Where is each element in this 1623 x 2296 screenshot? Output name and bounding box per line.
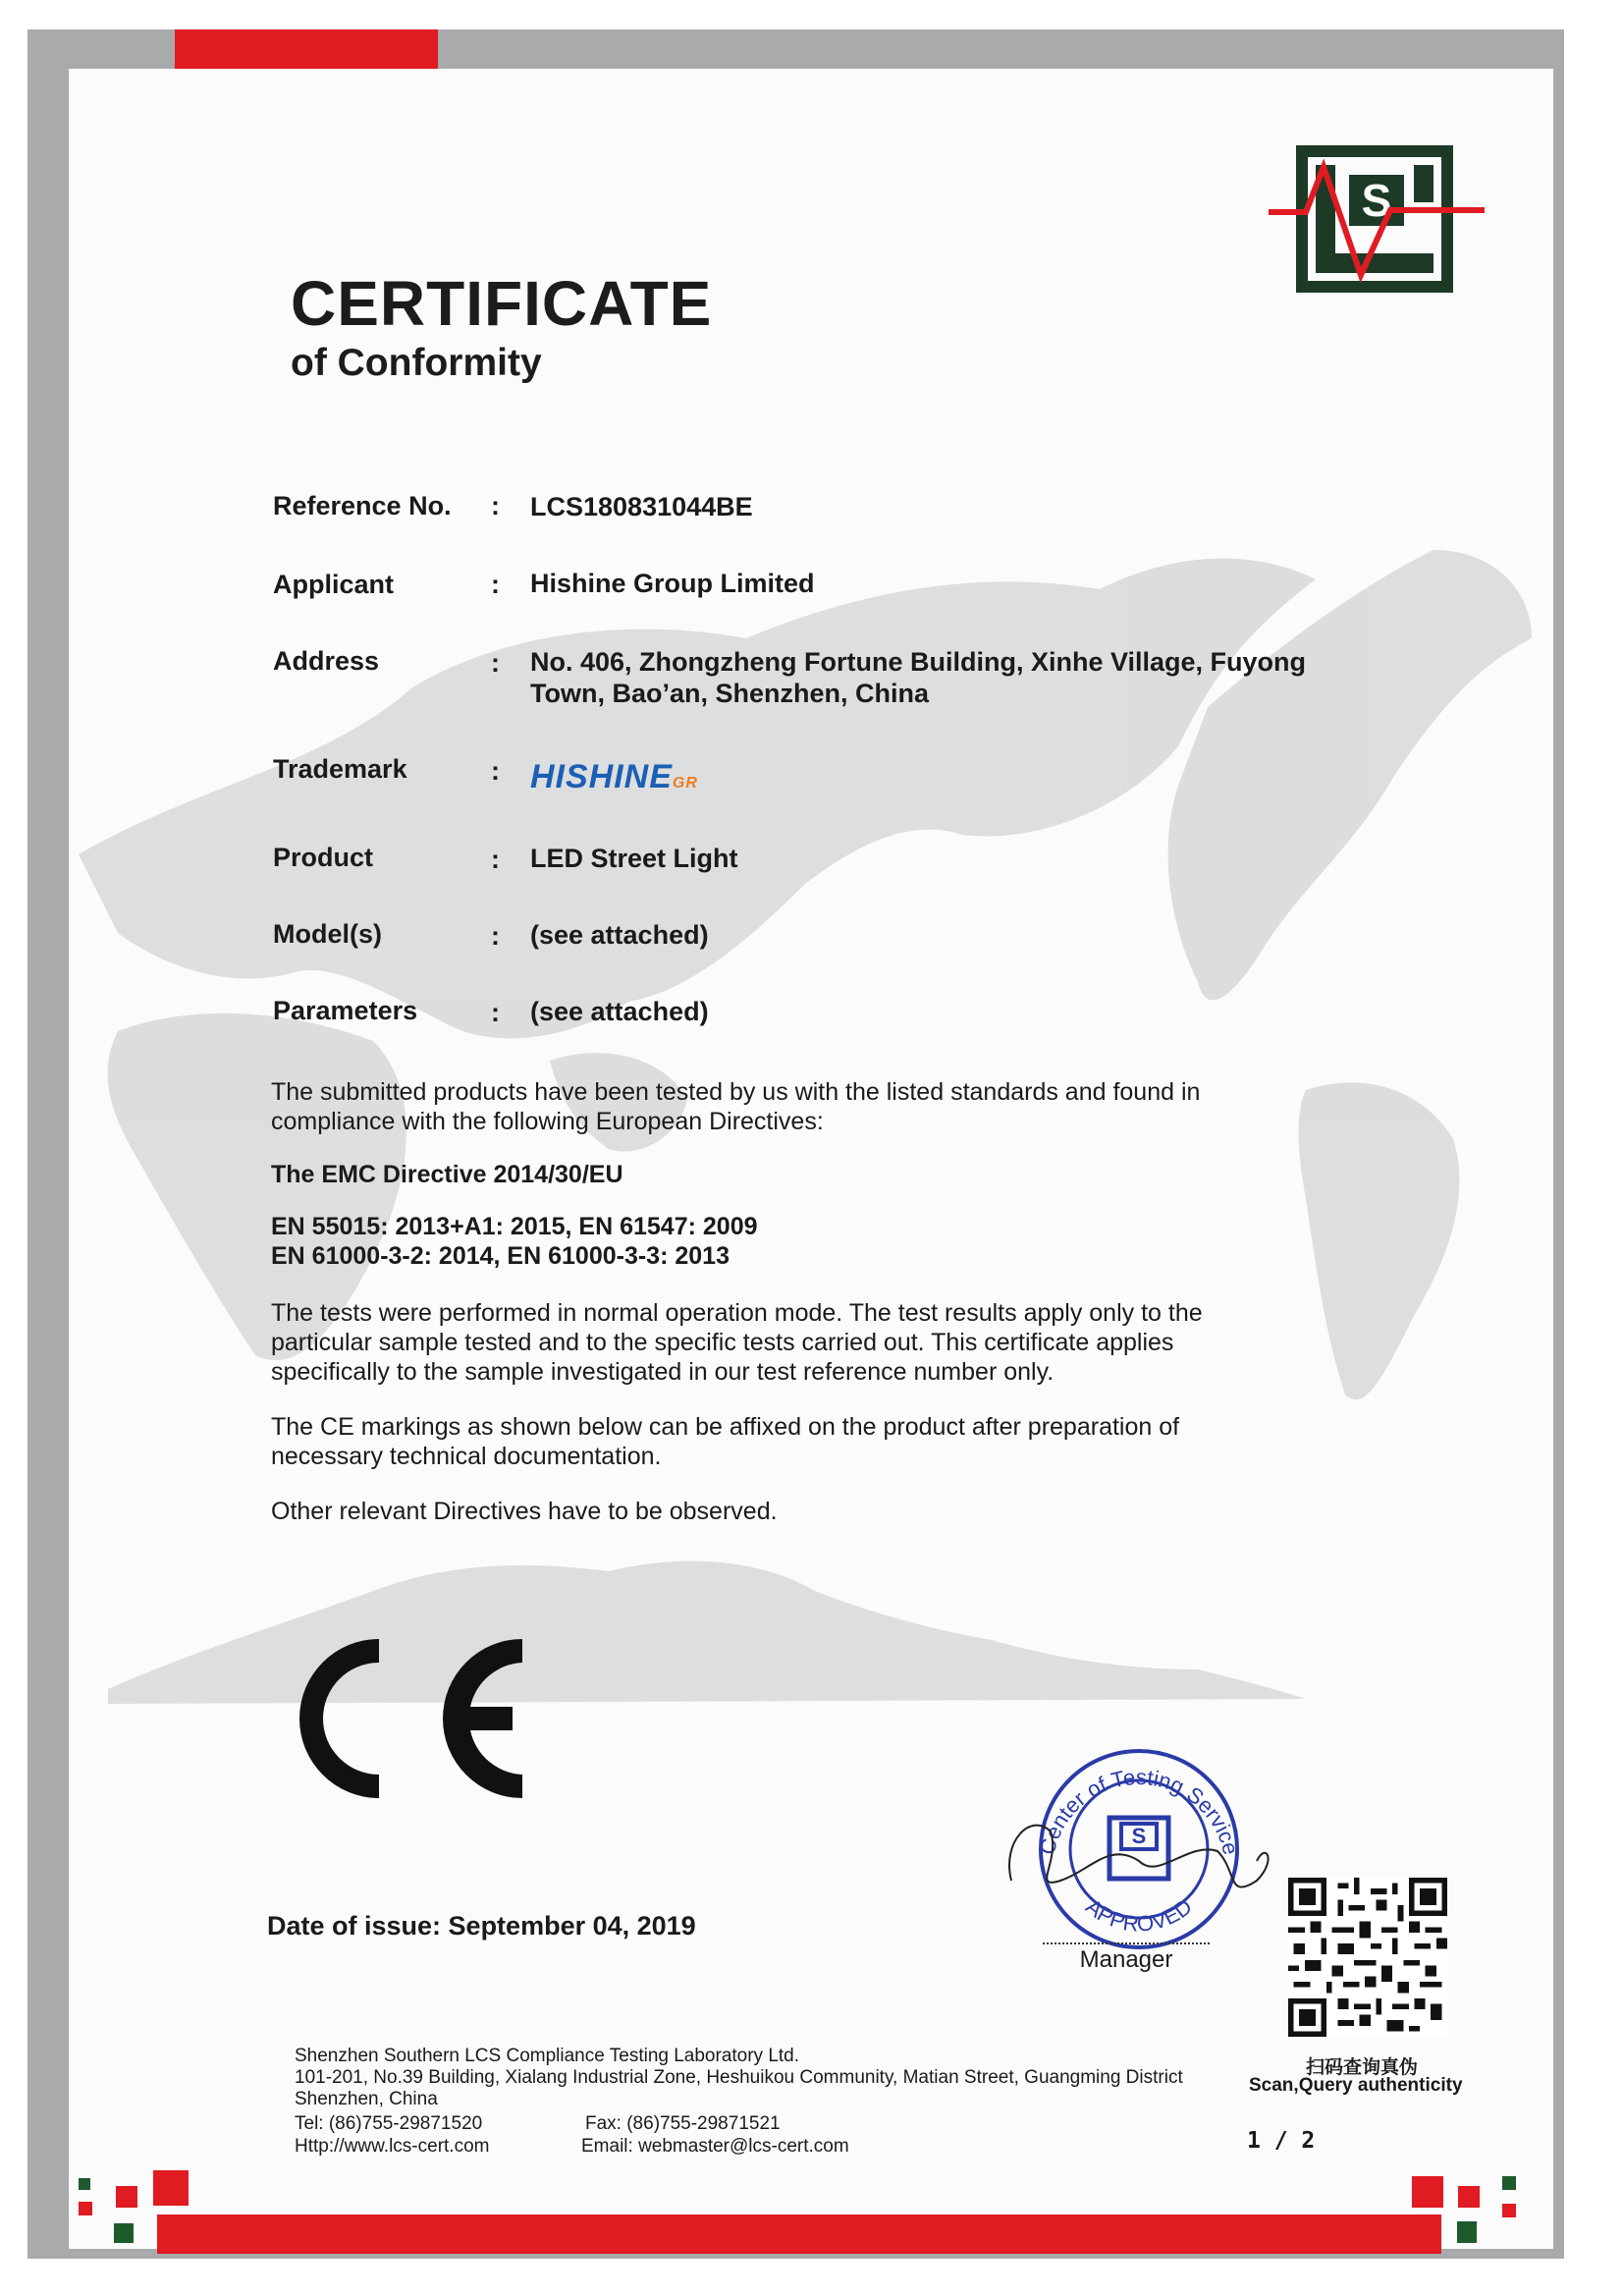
approved-stamp bbox=[992, 1733, 1286, 1969]
directive-text: The EMC Directive 2014/30/EU bbox=[271, 1161, 623, 1188]
address-line-1: No. 406, Zhongzheng Fortune Building, Xinhe Village, Fuyong bbox=[530, 647, 1307, 677]
ce-line-2: necessary technical documentation. bbox=[271, 1443, 662, 1470]
ce-mark-icon bbox=[271, 1625, 526, 1812]
models-value: (see attached) bbox=[530, 920, 709, 950]
corner-square-green bbox=[1457, 2221, 1477, 2243]
standards-line-1: EN 55015: 2013+A1: 2015, EN 61547: 2009 bbox=[271, 1213, 758, 1240]
models-label: Model(s) bbox=[273, 919, 382, 949]
trademark-colon: : bbox=[491, 756, 500, 786]
address-value bbox=[530, 646, 1335, 709]
corner-square-red bbox=[1458, 2186, 1480, 2208]
svg-text:S: S bbox=[1361, 175, 1392, 226]
address-label: Address bbox=[273, 646, 380, 676]
corner-square-red bbox=[79, 2202, 92, 2215]
intro-line-2: compliance with the following European Directives: bbox=[271, 1108, 824, 1135]
ce-line-1: The CE markings as shown below can be affixed on the product after preparation of bbox=[271, 1413, 1180, 1441]
applicant-value: Hishine Group Limited bbox=[530, 569, 815, 598]
date-of-issue: Date of issue: September 04, 2019 bbox=[267, 1911, 696, 1941]
footer-address-line-2: Shenzhen, China bbox=[295, 2089, 438, 2109]
footer-address-line-1: 101-201, No.39 Building, Xialang Industrial Zone, Heshuikou Community, Matian Street, Guangming District bbox=[295, 2067, 1183, 2088]
models-colon: : bbox=[491, 921, 500, 951]
qr-caption-chinese: 扫码查询真伪 bbox=[1306, 2057, 1419, 2078]
address-line-2: Town, Bao’an, Shenzhen, China bbox=[530, 679, 930, 708]
footer-company: Shenzhen Southern LCS Compliance Testing Laboratory Ltd. bbox=[295, 2046, 800, 2066]
corner-square-red bbox=[153, 2170, 189, 2206]
tests-paragraph bbox=[271, 1298, 1292, 1387]
qr-caption-english: Scan,Query authenticity bbox=[1249, 2075, 1463, 2096]
trademark-suffix: GR bbox=[672, 775, 698, 792]
tests-line-3: specifically to the sample investigated in our test reference number only. bbox=[271, 1358, 1055, 1386]
svg-text:S: S bbox=[1131, 1824, 1147, 1848]
tests-line-2: particular sample tested and to the specific tests carried out. This certificate applies bbox=[271, 1329, 1174, 1356]
trademark-text: HISHINE bbox=[530, 758, 673, 795]
corner-square-green bbox=[79, 2178, 90, 2190]
signer-title: Manager bbox=[1043, 1942, 1210, 1974]
applicant-colon: : bbox=[491, 570, 500, 599]
other-directives-text: Other relevant Directives have to be observed. bbox=[271, 1498, 778, 1525]
parameters-value: (see attached) bbox=[530, 997, 709, 1026]
corner-square-red bbox=[1502, 2204, 1516, 2217]
standards-line-2: EN 61000-3-2: 2014, EN 61000-3-3: 2013 bbox=[271, 1242, 730, 1270]
footer-website-link[interactable]: Http://www.lcs-cert.com bbox=[295, 2136, 490, 2157]
stamp-top-text: Center of Testing Service bbox=[1034, 1764, 1244, 1858]
certificate-title: CERTIFICATE bbox=[291, 268, 713, 339]
product-label: Product bbox=[273, 843, 374, 872]
intro-line-1: The submitted products have been tested by us with the listed standards and found in bbox=[271, 1078, 1201, 1106]
standards-list bbox=[271, 1212, 1292, 1271]
footer-fax: Fax: (86)755-29871521 bbox=[585, 2113, 781, 2134]
footer-email-link[interactable]: Email: webmaster@lcs-cert.com bbox=[581, 2136, 849, 2157]
footer-tel: Tel: (86)755-29871520 bbox=[295, 2113, 483, 2134]
product-colon: : bbox=[491, 845, 500, 874]
qr-code-icon bbox=[1288, 1878, 1447, 2037]
reference-colon: : bbox=[491, 491, 500, 520]
parameters-colon: : bbox=[491, 998, 500, 1027]
corner-square-green bbox=[1502, 2176, 1516, 2190]
certificate-subtitle: of Conformity bbox=[291, 342, 542, 384]
trademark-label: Trademark bbox=[273, 754, 407, 784]
corner-square-green bbox=[114, 2223, 134, 2243]
parameters-label: Parameters bbox=[273, 996, 418, 1025]
reference-label: Reference No. bbox=[273, 491, 452, 520]
applicant-label: Applicant bbox=[273, 570, 395, 599]
page-number: 1 / 2 bbox=[1247, 2128, 1316, 2154]
corner-square-red bbox=[1412, 2176, 1443, 2208]
tests-line-1: The tests were performed in normal operation mode. The test results apply only to the bbox=[271, 1299, 1203, 1327]
lcs-logo-icon bbox=[1267, 137, 1492, 304]
corner-square-red bbox=[116, 2186, 137, 2208]
reference-value: LCS180831044BE bbox=[530, 492, 753, 521]
trademark-logo bbox=[530, 758, 698, 796]
stamp-bottom-text: APPROVED bbox=[1081, 1893, 1197, 1937]
intro-paragraph bbox=[271, 1077, 1292, 1136]
address-colon: : bbox=[491, 648, 500, 678]
svg-text:APPROVED bbox=[1081, 1894, 1197, 1937]
ce-paragraph bbox=[271, 1412, 1292, 1471]
product-value: LED Street Light bbox=[530, 844, 738, 873]
